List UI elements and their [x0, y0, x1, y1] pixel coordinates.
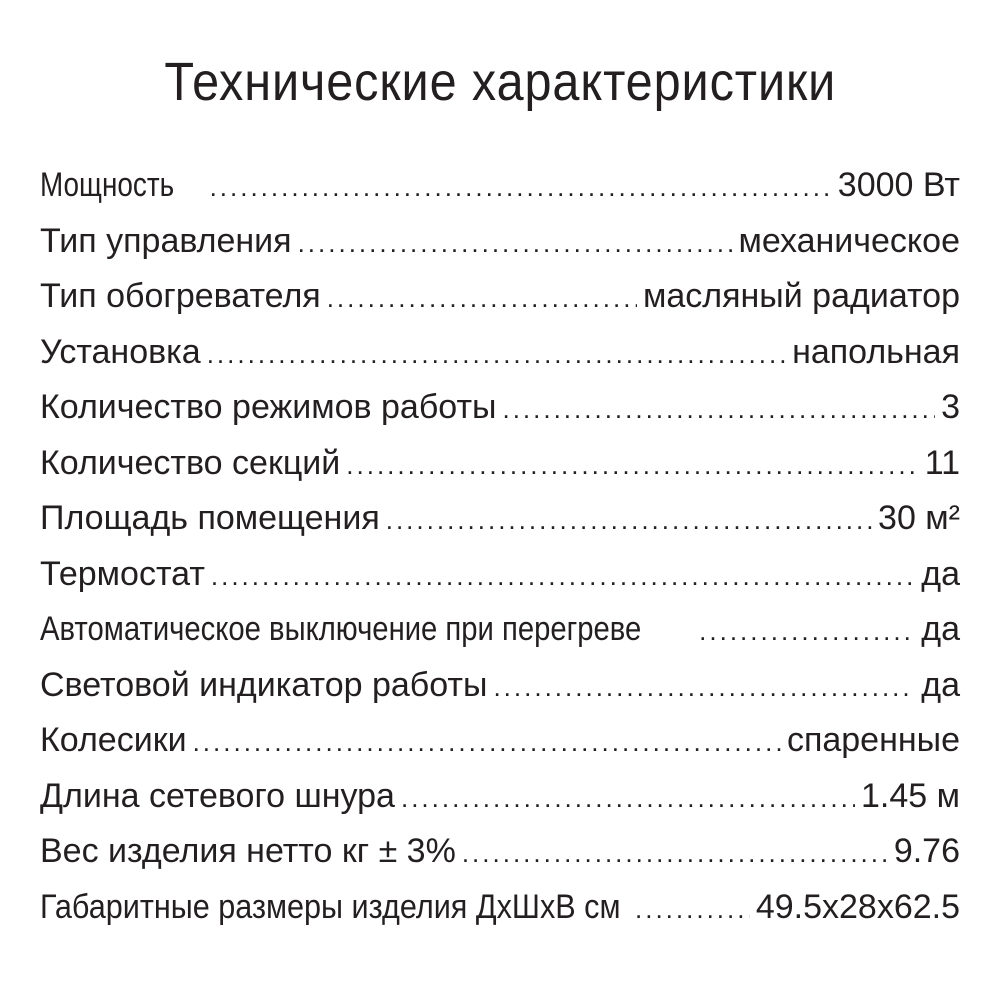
leader-dots [211, 549, 915, 604]
spec-label: Количество режимов работы [40, 388, 497, 426]
leader-dots [462, 826, 888, 881]
spec-row-wheels [40, 713, 960, 769]
spec-label: Термостат [40, 554, 205, 593]
spec-label: Тип управления [40, 221, 292, 260]
spec-value: да [921, 665, 960, 704]
spec-row-heater-type [40, 269, 960, 325]
spec-value: механическое [738, 221, 960, 260]
leader-dots [193, 715, 781, 770]
spec-label: Вес изделия нетто кг ± 3% [40, 832, 456, 870]
spec-label: Автоматическое выключение при перегреве [40, 610, 642, 648]
spec-value: да [921, 610, 960, 648]
spec-label: Длина сетевого шнура [40, 776, 395, 815]
spec-label: Колесики [40, 721, 187, 759]
spec-row-indicator-light [40, 658, 960, 714]
leader-dots [207, 327, 786, 382]
spec-label: Площадь помещения [40, 499, 380, 537]
spec-row-overheat-shutoff [40, 602, 960, 658]
spec-value: масляный радиатор [642, 277, 960, 315]
spec-value: 3000 Вт [837, 166, 960, 204]
leader-dots [210, 160, 832, 215]
spec-value: напольная [792, 332, 960, 371]
leader-dots [401, 771, 855, 826]
specs-list [40, 158, 960, 935]
spec-row-modes-count [40, 380, 960, 436]
spec-value: 11 [924, 443, 960, 482]
spec-row-control-type [40, 214, 960, 270]
spec-value: 1.45 м [861, 776, 960, 815]
spec-label: Габаритные размеры изделия ДхШхВ см [40, 887, 621, 926]
leader-dots [327, 271, 637, 326]
leader-dots [298, 216, 733, 271]
spec-row-cord-length [40, 769, 960, 825]
leader-dots [699, 604, 915, 659]
leader-dots [502, 382, 935, 437]
spec-label: Световой индикатор работы [40, 665, 488, 704]
page-title-text: Технические характеристики [164, 52, 836, 112]
spec-row-power [40, 158, 960, 214]
spec-row-thermostat [40, 547, 960, 603]
spec-label: Тип обогревателя [40, 277, 321, 315]
spec-label: Количество секций [40, 443, 341, 482]
spec-value: спаренные [786, 721, 960, 759]
spec-value: 49.5x28x62.5 [755, 887, 960, 926]
leader-dots [493, 660, 915, 715]
spec-row-dimensions [40, 880, 960, 936]
spec-value: да [921, 554, 960, 593]
leader-dots [386, 493, 872, 548]
spec-value: 30 м² [878, 499, 960, 537]
leader-dots [635, 882, 750, 937]
spec-label: Мощность [40, 166, 175, 204]
spec-row-net-weight [40, 824, 960, 880]
spec-value: 3 [941, 388, 960, 426]
spec-row-sections-count [40, 436, 960, 492]
spec-label: Установка [40, 332, 201, 371]
page-title [0, 44, 1000, 120]
leader-dots [346, 438, 918, 493]
spec-row-installation [40, 325, 960, 381]
spec-value: 9.76 [893, 832, 960, 870]
spec-row-room-area [40, 491, 960, 547]
